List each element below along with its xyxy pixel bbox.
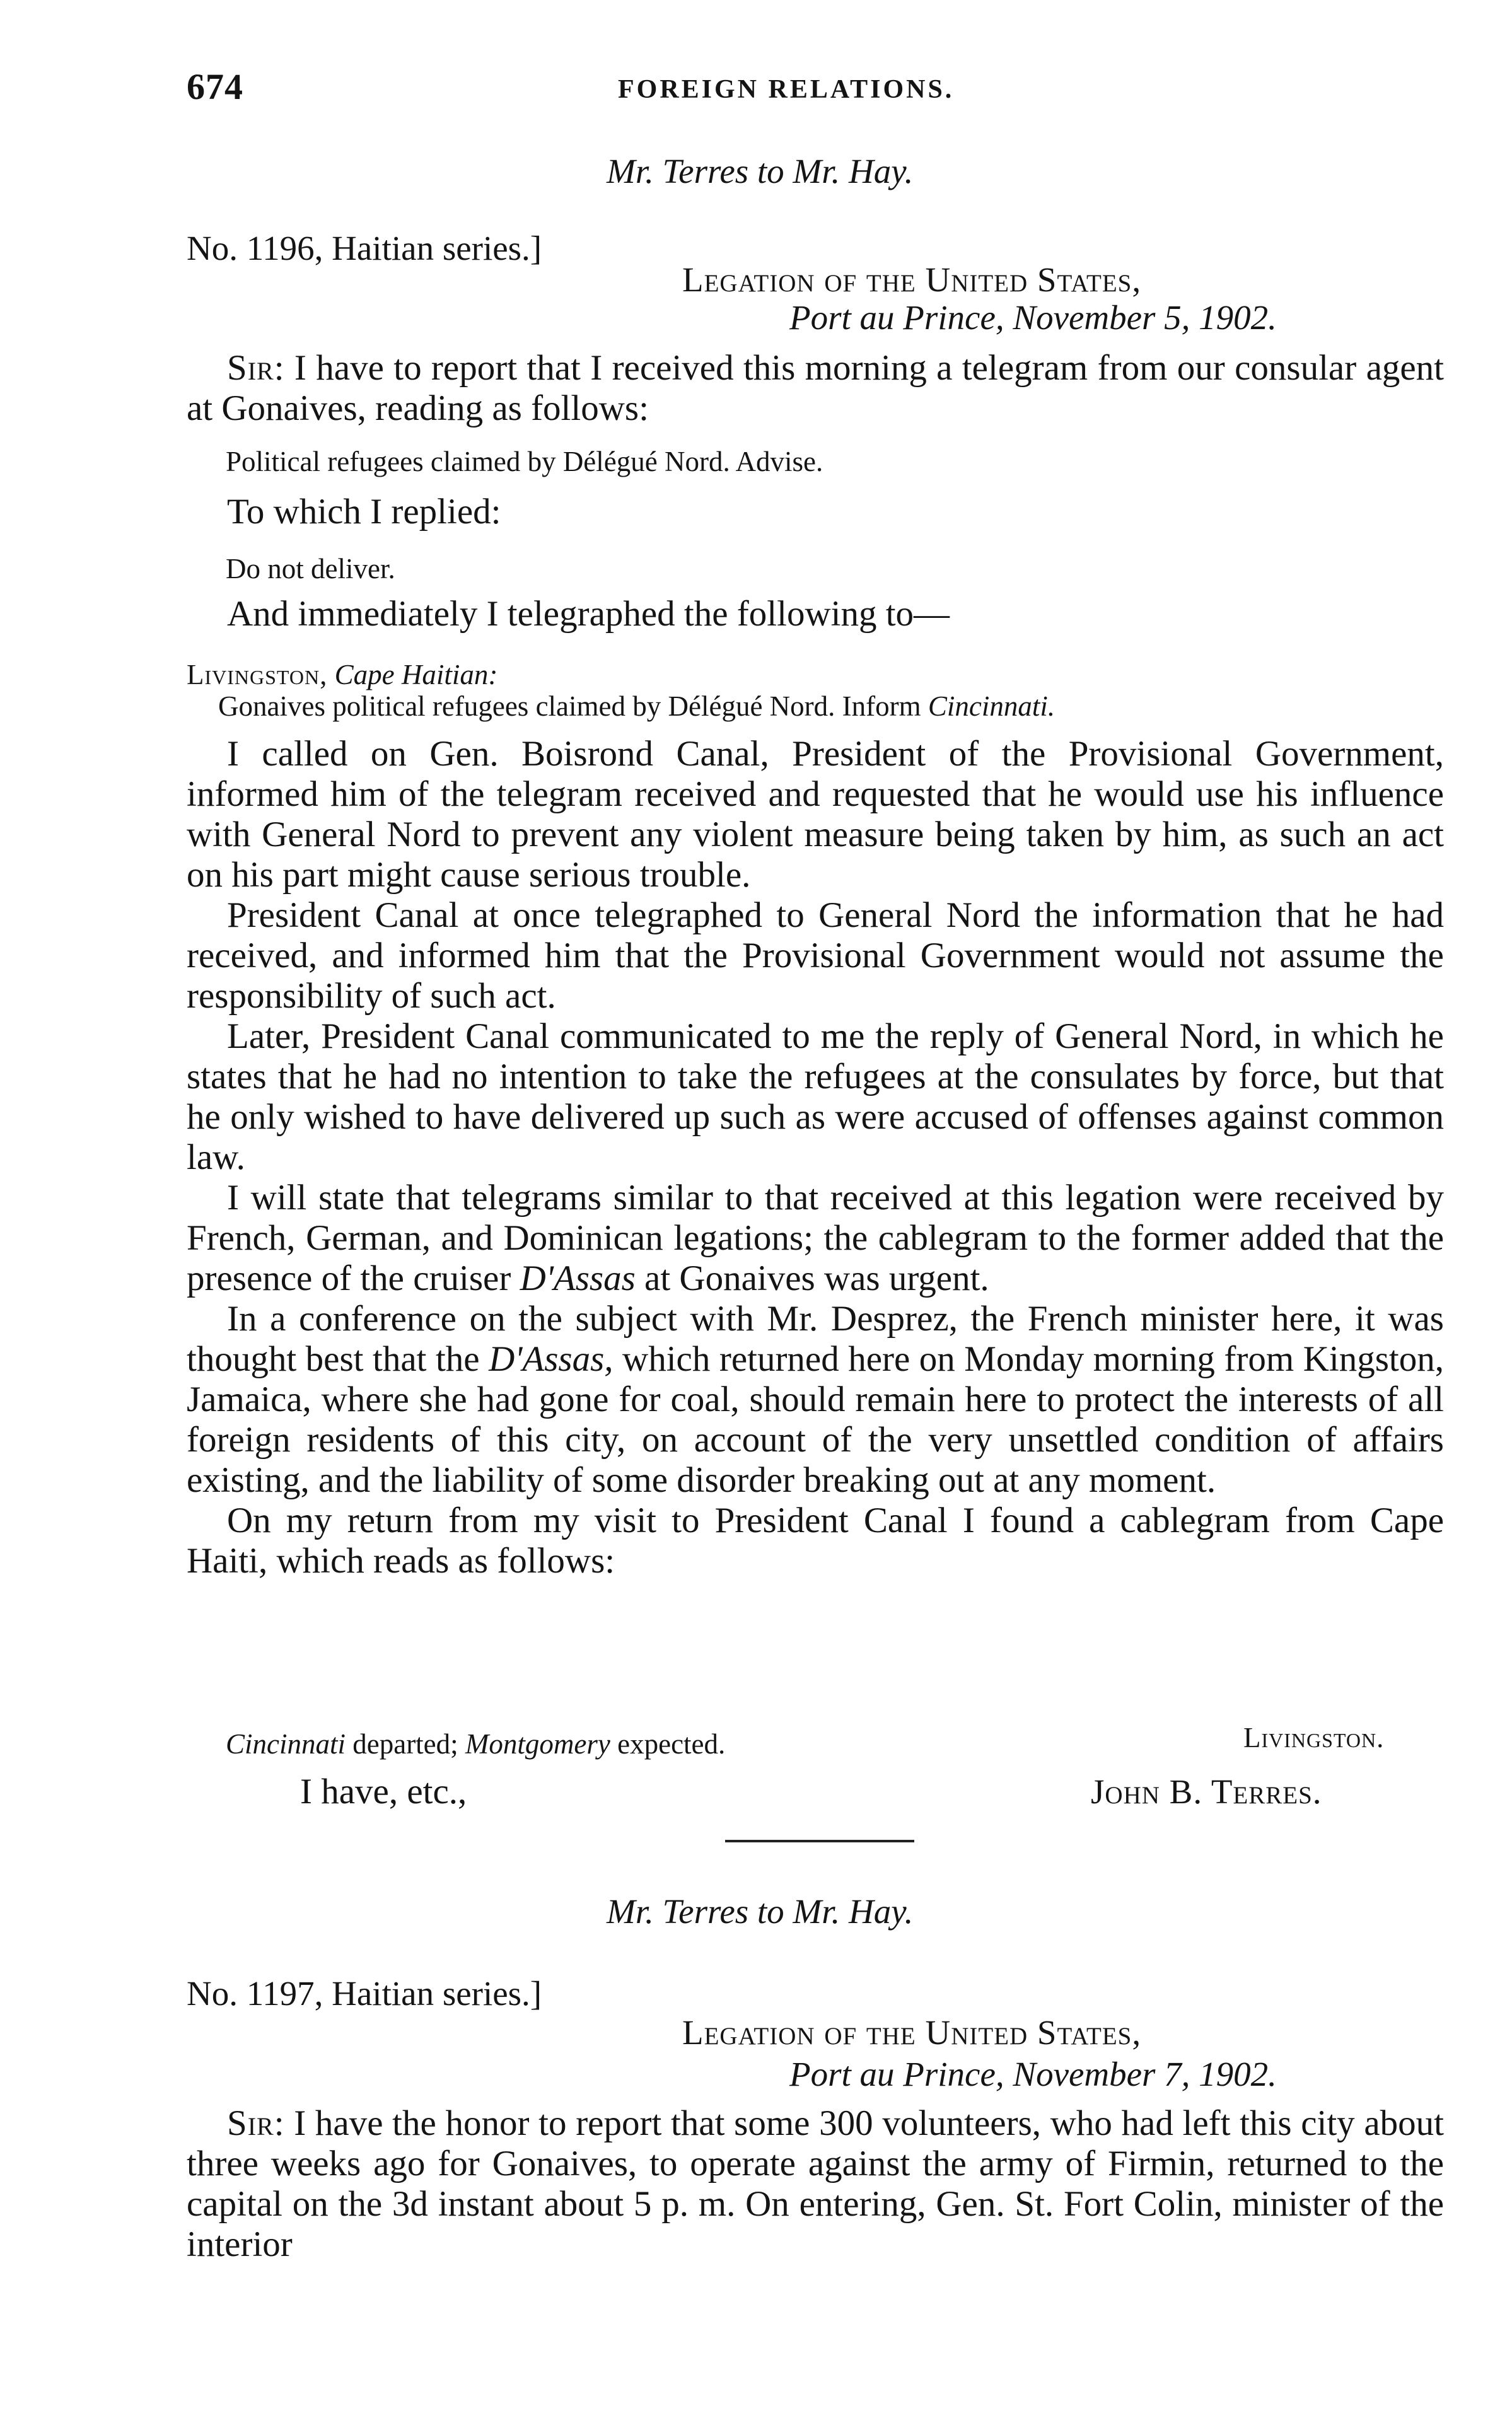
letter1-closing: I have, etc., — [300, 1772, 467, 1811]
para8-text-a: In a conference on the subject with Mr. Desprez, the French minister here, it was thought best that the — [187, 1299, 1444, 1379]
letter1-para9: On my return from my visit to President Canal I found a cablegram from Cape Haiti, which reads as follows: — [187, 1501, 1444, 1581]
telegram-quote-1: Political refugees claimed by Délégué Nord. Advise. — [226, 446, 823, 477]
addressee-name: Livingston, — [187, 659, 328, 690]
quote3-text: Gonaives political refugees claimed by Délégué Nord. Inform — [218, 690, 928, 722]
salutation: Sir: — [227, 348, 285, 388]
salutation-2: Sir: — [227, 2103, 285, 2143]
letter1-para5: President Canal at once telegraphed to General Nord the information that he had received, and informed him that the Provisional Government would not assume the responsibility of such act. — [187, 895, 1444, 1016]
letter1-para1 — [187, 348, 1444, 429]
para7-ship: D'Assas — [520, 1259, 636, 1298]
letter1-para6: Later, President Canal communicated to me the reply of General Nord, in which he states that he had no intention to take the refugees at the consulates by force, but that he only wished to have delivered up such as were accused of offenses against common law. — [187, 1016, 1444, 1177]
letter2-legation: Legation of the United States, — [682, 2013, 1142, 2052]
section-divider — [725, 1840, 914, 1842]
quote4-end: expected. — [610, 1728, 726, 1760]
letter1-body — [187, 734, 1444, 1581]
quote3-ship: Cincinnati. — [928, 690, 1055, 722]
letter2-number: No. 1197, Haitian series.] — [187, 1974, 542, 2013]
letter1-legation: Legation of the United States, — [682, 260, 1142, 299]
letter1-para2: To which I replied: — [227, 492, 501, 532]
quote4-ship1: Cincinnati — [226, 1728, 346, 1760]
quote4-mid: departed; — [346, 1728, 465, 1760]
para8-text-b: which returned here on Monday morning from Kingston, Jamaica, where she had gone for coal, should remain here to protect the interests of all foreign residents of this city, on account of the very unsettled condition of affairs existing, and the liability of some disorder breaking out at any moment. — [187, 1339, 1444, 1500]
quote4-ship2: Montgomery — [465, 1728, 610, 1760]
para1-text: I have to report that I received this morning a telegram from our consular agent at Gonaives, reading as follows: — [187, 348, 1445, 428]
letter2-heading: Mr. Terres to Mr. Hay. — [607, 1892, 914, 1931]
letter2-para1-text: I have the honor to report that some 300 volunteers, who had left this city about three weeks ago for Gonaives, to operate against the army of Firmin, returned to the capital on the 3d instant about 5 p. m. On entering, Gen. St. Fort Colin, minister of the interior — [187, 2103, 1444, 2264]
addressee-place: Cape Haitian: — [334, 659, 498, 690]
letter1-heading: Mr. Terres to Mr. Hay. — [607, 152, 914, 190]
running-title: FOREIGN RELATIONS. — [618, 75, 955, 104]
para7-text-b: at Gonaives was urgent. — [635, 1259, 989, 1298]
para7-text-a: I will state that telegrams similar to that received at this legation were received by French, German, and Dominican legations; the cablegram to the former added that the presence of the cruiser — [187, 1178, 1444, 1298]
letter1-para8 — [187, 1299, 1444, 1501]
letter2-para1 — [187, 2103, 1444, 2265]
letter1-number: No. 1196, Haitian series.] — [187, 229, 542, 267]
letter1-signature: John B. Terres. — [1091, 1772, 1322, 1811]
letter2-place-date: Port au Prince, November 7, 1902. — [789, 2055, 1277, 2093]
quote4-signature: Livingston. — [1243, 1722, 1385, 1753]
letter1-place-date: Port au Prince, November 5, 1902. — [789, 298, 1277, 337]
letter1-para4: I called on Gen. Boisrond Canal, President of the Provisional Government, informed him of the telegram received and requested that he would use his influence with General Nord to prevent any violent measure being taken by him, as such an act on his part might cause serious trouble. — [187, 734, 1444, 895]
telegram-addressee — [187, 658, 497, 691]
para8-ship: D'Assas, — [489, 1339, 614, 1379]
telegram-quote-3 — [218, 690, 1055, 723]
telegram-quote-2: Do not deliver. — [226, 553, 395, 584]
letter1-para3: And immediately I telegraphed the following to— — [227, 594, 950, 634]
telegram-quote-4 — [226, 1728, 725, 1760]
page-number: 674 — [187, 66, 243, 107]
letter1-para7 — [187, 1178, 1444, 1299]
